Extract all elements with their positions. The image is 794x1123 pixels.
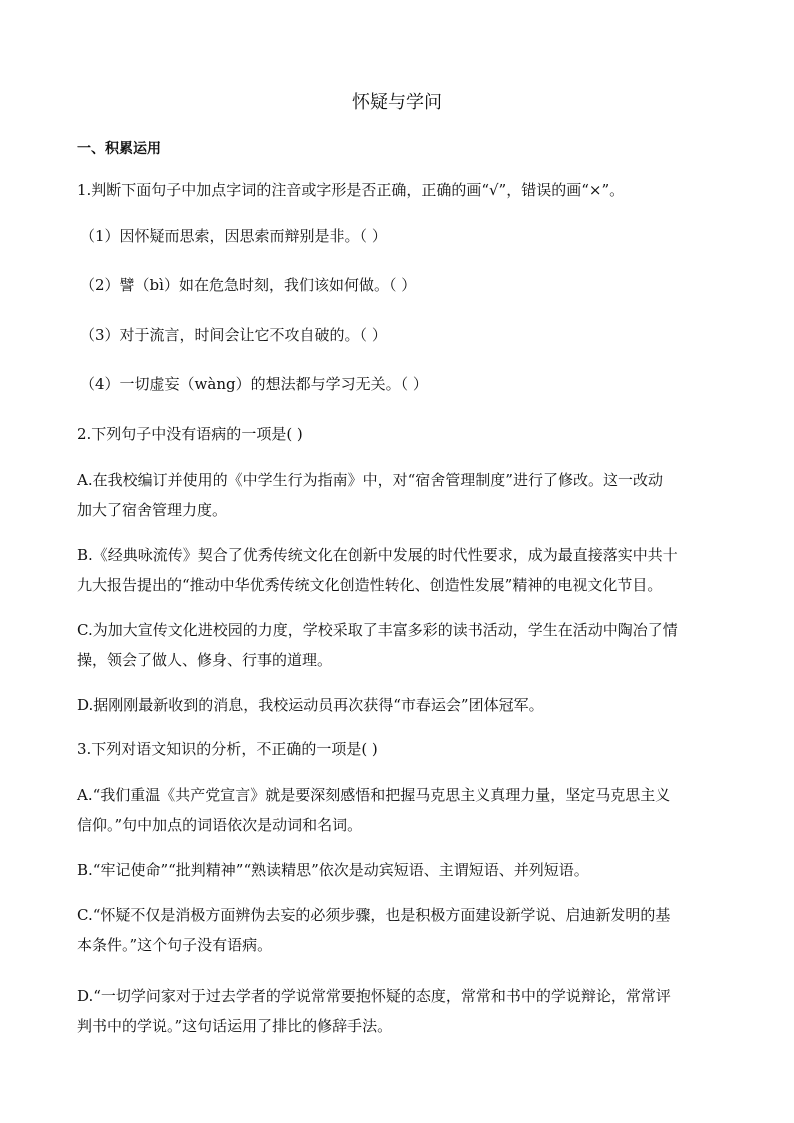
- q2-option-c-line2: 操，领会了做人、修身、行事的道理。: [77, 651, 333, 669]
- q1-item-1: （1）因怀疑而思索，因思索而辩别是非。（ ）: [80, 227, 387, 245]
- section-heading: 一、积累运用: [77, 141, 161, 157]
- q3-option-b-line1: B.“牢记使命”“批判精神”“熟读精思”依次是动宾短语、主谓短语、并列短语。: [77, 861, 589, 879]
- q2-stem: 2.下列句子中没有语病的一项是( ): [77, 425, 303, 443]
- q3-option-a-line2: 信仰。”句中加点的词语依次是动词和名词。: [77, 816, 363, 834]
- q3-option-d-line2: 判书中的学说。”这句话运用了排比的修辞手法。: [77, 1017, 393, 1035]
- q1-item-3: （3）对于流言，时间会让它不攻自破的。（ ）: [80, 326, 387, 344]
- q2-option-c-line1: C.为加大宣传文化进校园的力度，学校采取了丰富多彩的读书活动，学生在活动中陶冶了情: [77, 621, 678, 639]
- q3-option-a-line1: A.“我们重温《共产党宣言》就是要深刻感悟和把握马克思主义真理力量，坚定马克思主义: [77, 786, 671, 804]
- q2-option-a-line2: 加大了宿舍管理力度。: [77, 501, 228, 519]
- q3-option-d-line1: D.“一切学问家对于过去学者的学说常常要抱怀疑的态度，常常和书中的学说辩论，常常评: [77, 987, 671, 1005]
- q2-option-d-line1: D.据刚刚最新收到的消息，我校运动员再次获得“市春运会”团体冠军。: [77, 696, 544, 714]
- q2-option-b-line1: B.《经典咏流传》契合了优秀传统文化在创新中发展的时代性要求，成为最直接落实中共十: [77, 546, 678, 564]
- q1-item-2: （2）譬（bì）如在危急时刻，我们该如何做。（ ）: [80, 276, 417, 294]
- q2-option-a-line1: A.在我校编订并使用的《中学生行为指南》中，对“宿舍管理制度”进行了修改。这一改动: [77, 471, 663, 489]
- q1-stem: 1.判断下面句子中加点字词的注音或字形是否正确，正确的画“√”，错误的画“×”。: [77, 181, 625, 199]
- q3-option-c-line1: C.“怀疑不仅是消极方面辨伪去妄的必须步骤，也是积极方面建设新学说、启迪新发明的基: [77, 906, 671, 924]
- q3-stem: 3.下列对语文知识的分析，不正确的一项是( ): [77, 740, 378, 758]
- page-title: 怀疑与学问: [352, 92, 442, 113]
- q1-item-4: （4）一切虚妄（wàng）的想法都与学习无关。（ ）: [80, 375, 428, 393]
- q2-option-b-line2: 九大报告提出的“推动中华优秀传统文化创造性转化、创造性发展”精神的电视文化节目。: [77, 576, 663, 594]
- q3-option-c-line2: 本条件。”这个句子没有语病。: [77, 936, 273, 954]
